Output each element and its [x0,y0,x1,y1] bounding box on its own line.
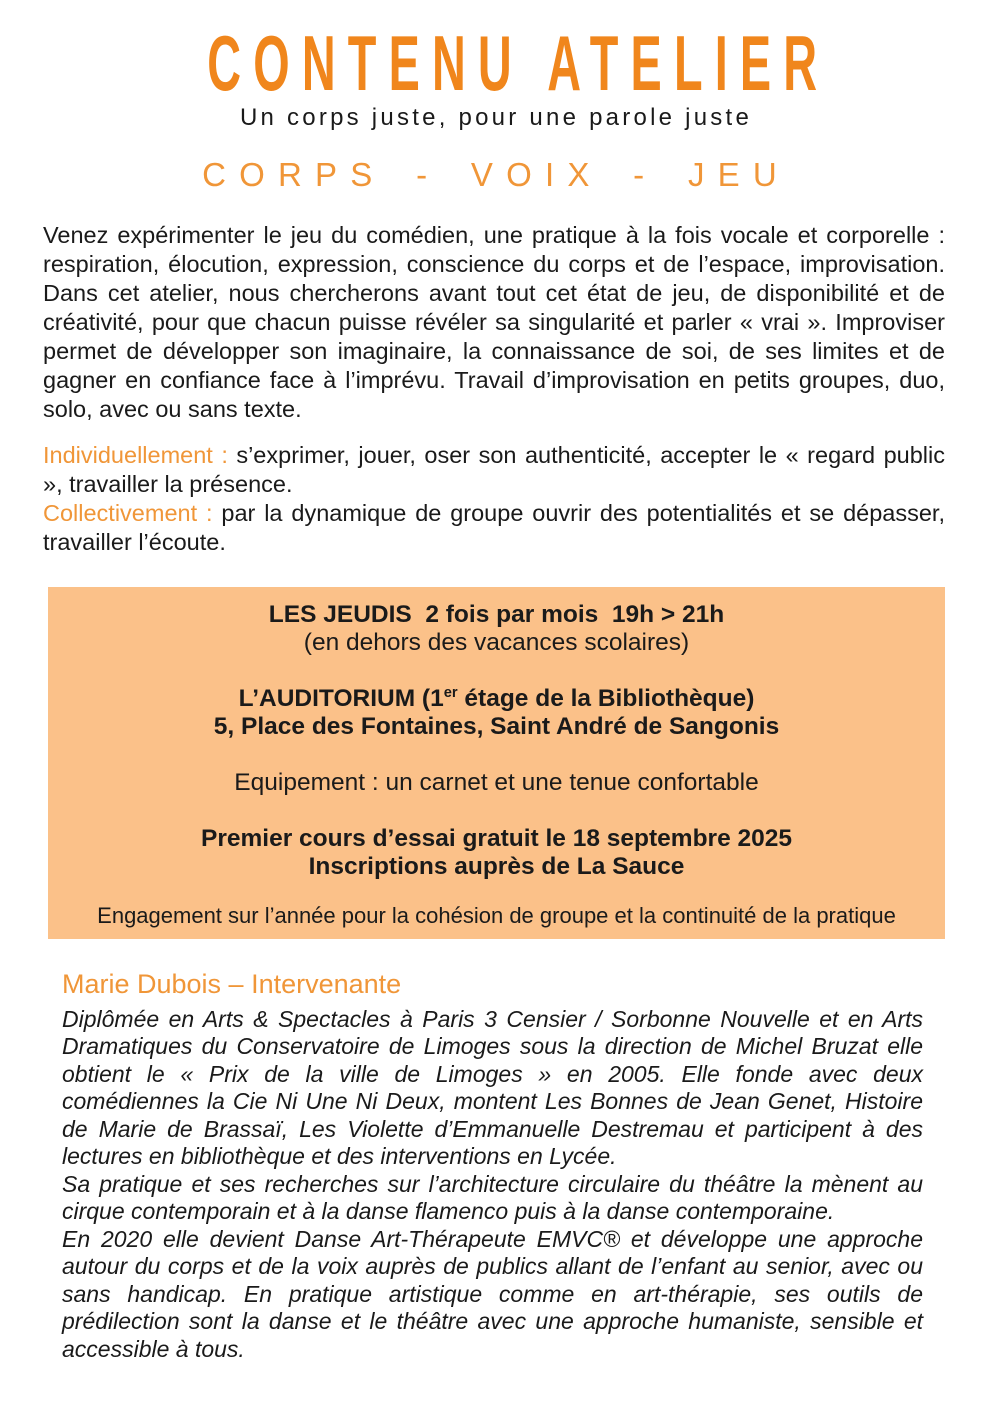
trial-line: Premier cours d’essai gratuit le 18 septembre 2025 [200,824,792,852]
schedule-line: LES JEUDIS 2 fois par mois 19h > 21h [268,600,725,628]
collective-line [43,499,945,557]
title-wrap [0,19,992,107]
tagline-corps-voix-jeu: CORPS - VOIX - JEU [202,155,790,193]
schedule-note: (en dehors des vacances scolaires) [303,628,690,656]
bio-paragraph-3: En 2020 elle devient Danse Art-Thérapeute EMVC® et développe une approche autour du corps et de la voix auprès de publics allant de l’enfant au senior, avec ou sans handicap. En pratique artistique comme en art-thérapie, ses outils de prédilection sont la danse et le théâtre avec une approche humaniste, sensible et accessible à tous. [62,1225,923,1362]
commitment-line: Engagement sur l’année pour la cohésion de groupe et la continuité de la pratique [97,902,896,928]
instructor-bio [62,1006,923,1364]
instructor-section [62,969,923,1364]
individual-line [43,441,945,499]
intro-paragraph: Venez expérimenter le jeu du comédien, une pratique à la fois vocale et corporelle : respiration, élocution, expression, conscience du corps et de l’espace, improvisation. Dans cet atelier, nous chercherons avant tout cet état de jeu, de disponibilité et de créativité, pour que chacun puisse révéler sa singularité et parler « vrai ». Improviser permet de développer son imaginaire, la connaissance de soi, de ses limites et de gagner en confiance face à l’imprévu. Travail d’improvisation en petits groupes, duo, solo, avec ou sans texte. [43,221,945,422]
venue-ordinal-sup: er [443,684,458,701]
modes-section [43,441,945,557]
individual-text: s’exprimer, jouer, oser son authenticité, accepter le « regard public », travailler la présence. [43,441,945,497]
venue-line-2: 5, Place des Fontaines, Saint André de Sangonis [213,712,780,740]
bio-paragraph-2: Sa pratique et ses recherches sur l’architecture circulaire du théâtre la mènent au cirque contemporain et à la danse flamenco puis à la danse contemporaine. [62,1170,923,1225]
header [0,19,992,194]
page-subtitle: Un corps juste, pour une parole juste [239,104,753,131]
individual-label: Individuellement : [43,441,228,468]
instructor-heading: Marie Dubois – Intervenante [62,968,402,999]
venue-line-1-post: étage de la Bibliothèque) [457,684,755,712]
collective-label: Collectivement : [43,499,213,526]
bio-paragraph-1: Diplômée en Arts & Spectacles à Paris 3 Censier / Sorbonne Nouvelle et en Arts Dramatiques du Conservatoire de Limoges sous la direction de Michel Bruzat elle obtient le « Prix de la ville de Limoges » en 2005. Elle fonde avec deux comédiennes la Cie Ni Une Ni Deux, montent Les Bonnes de Jean Genet, Histoire de Marie de Brassaï, Les Violette d’Emmanuelle Destremau et participent à des lectures en bibliothèque et des interventions en Lycée. [62,1005,923,1170]
page-title: CONTENU ATELIER [207,19,830,107]
venue-line-1 [70,685,923,713]
venue-line-1-pre: L’AUDITORIUM (1 [238,684,444,712]
collective-text: par la dynamique de groupe ouvrir des potentialités et se dépasser, travailler l’écoute. [43,499,945,555]
equipment-line: Equipement : un carnet et une tenue confortable [234,768,759,796]
schedule-info-box [48,587,945,939]
registration-line: Inscriptions auprès de La Sauce [308,852,685,880]
